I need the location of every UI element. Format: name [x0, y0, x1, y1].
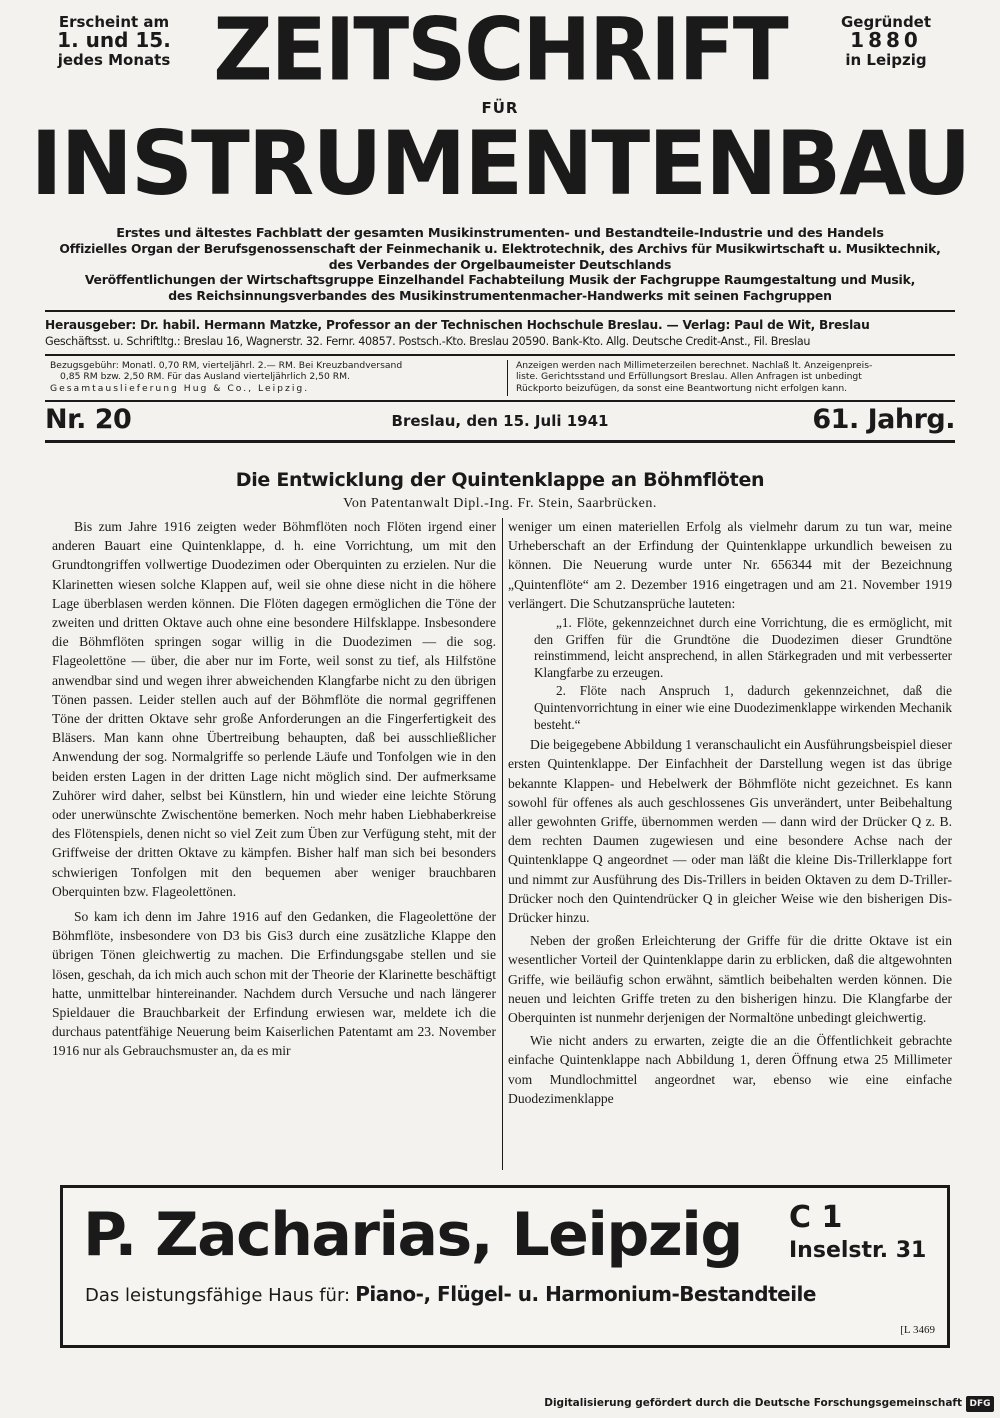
founded-line-3: in Leipzig [845, 50, 927, 69]
publisher-line: Herausgeber: Dr. habil. Hermann Matzke, Professor an der Technischen Hochschule Breslau. — Verlag: Paul de Wit, Breslau [45, 318, 870, 332]
masthead-subtitle [40, 226, 960, 303]
patent-claim-1: „1. Flöte, gekennzeichnet durch eine Vorrichtung, die es ermöglicht, mit den Griffen für die Grundtöne die Duodezimen dieser Grundtöne reinstimmend, leicht ansprechend, in allen Stärkegraden und mit verbesserter Klangfarbe zu erzeugen. [534, 615, 952, 680]
column-divider [502, 518, 503, 1170]
rule-1 [45, 310, 955, 312]
ad-company-name: P. Zacharias, Leipzig [83, 1200, 742, 1270]
article-title: Die Entwicklung der Quintenklappe an Böhmflöten [235, 469, 765, 491]
article-paragraph-3: Die beigegebene Abbildung 1 veranschaulicht ein Ausführungsbeispiel dieser ersten Quintenklappe. Der Einfachheit der Darstellung wegen ist das übrige bekannte Klappen- und Hebelwerk der Böhmflöte nicht gezeichnet. Es kann sowohl für offenes als auch geschlossenes Gis unverändert, unter Beibehaltung aller gewohnten Griffe, übernommen werden — dann wird der Drücker Q z. B. dem rechten Daumen zugewiesen und eine besondere Achse nach der Quintenklappe Q angeordnet — oder man läßt die kleine Dis-Trillerklappe fort und nimmt zur Ausführung des Dis-Trillers in beiden Oktaven zu dem D-Triller-Drücker noch den Quintendrücker Q in gleicher Weise wie den bisherigen Dis-Drücker hinzu. [508, 737, 952, 925]
article-paragraph-5: Wie nicht anders zu erwarten, zeigte die an die Öffentlichkeit gebrachte einfache Quintenklappe nach Abbildung 1, deren Öffnung etwa 25 Millimeter vom Mundlochmittel angeordnet war, ebenso wie eine einfache Duodezimenklappe [508, 1033, 952, 1106]
article-column-right [508, 517, 952, 1108]
subscription-line-3: Gesamtauslieferung Hug & Co., Leipzig. [50, 382, 310, 394]
advert-terms-line-1: Anzeigen werden nach Millimeterzeilen berechnet. Nachlaß lt. Anzeigenpreis- [516, 360, 873, 371]
subscription-line-1: Bezugsgebühr: Monatl. 0,70 RM, vierteljährl. 2.— RM. Bei Kreuzbandversand [50, 360, 403, 371]
dfg-logo: DFG [966, 1396, 994, 1412]
patent-claim-2: 2. Flöte nach Anspruch 1, dadurch gekennzeichnet, daß die Quintenvorrichtung in einer wie eine Duodezimenklappe wirkenden Mechanik besteht.“ [534, 683, 952, 732]
rule-4 [45, 440, 955, 443]
rule-3 [45, 400, 955, 402]
office-line: Geschäftsst. u. Schriftltg.: Breslau 16, Wagnerstr. 32. Fernr. 40857. Postsch.-Kto. Breslau 20590. Bank-Kto. Allg. Deutsche Credit-Anst., Fil. Breslau [45, 335, 811, 348]
advert-terms [516, 360, 956, 394]
article-byline: Von Patentanwalt Dipl.-Ing. Fr. Stein, Saarbrücken. [343, 496, 657, 511]
article-paragraph-4: Neben der großen Erleichterung der Griffe für die dritte Oktave ist ein wesentlicher Vorteil der Quintenklappe darin zu erblicken, daß die altgewohnten Griffe, wie beiläufig schon erwähnt, sämtlich beibehalten werden können. Die neuen und leichten Griffe treten zu den bisherigen hinzu. Die Klangfarbe der Oberquinten ist nunmehr derjenigen der Normaltöne unbedingt gleichwertig. [508, 933, 952, 1026]
ad-ref-code: [L 3469 [900, 1324, 935, 1336]
subscription-terms [50, 360, 500, 394]
subtitle-line-5: des Reichsinnungsverbandes des Musikinstrumentenmacher-Handwerks mit seinen Fachgruppen [168, 287, 832, 303]
founded-year: 1880 [850, 28, 922, 53]
article-right-intro: weniger um einen materiellen Erfolg als vielmehr darum zu tun war, meine Urheberschaft an der Erfindung der Quintenklappe urkundlich beweisen zu können. Die Neuerung wurde unter Nr. 656344 mit der Bezeichnung „Quintenflöte“ am 2. Dezember 1916 eingetragen und am 21. November 1919 verlängert. Die Schutzansprüche lauteten: [508, 519, 952, 611]
ad-postal-district: C 1 [789, 1200, 843, 1235]
rule-2 [45, 354, 955, 356]
funding-note: Digitalisierung gefördert durch die Deutsche Forschungsgemeinschaft [544, 1397, 962, 1409]
ad-tagline [85, 1282, 935, 1306]
frequency-line-1: Erscheint am [58, 13, 170, 31]
subtitle-line-4: Veröffentlichungen der Wirtschaftsgruppe Einzelhandel Fachabteilung Musik der Fachgruppe Raumgestaltung und Musik, [84, 272, 916, 288]
advert-terms-line-2: liste. Gerichtsstand und Erfüllungsort Breslau. Allen Anfragen ist unbedingt [516, 371, 862, 383]
advertisement-box [60, 1185, 950, 1348]
article-paragraph-1: Bis zum Jahre 1916 zeigten weder Böhmflöten noch Flöten irgend einer anderen Bauart eine Quintenklappe, d. h. eine Vorrichtung, um mit den Grundtongriffen vollwertige Duodezimen oder Oberquinten zu erzielen. Nur die Klarinetten wiesen solche Klappen auf, weil sie ohne diese nicht in die höhere Lage überblasen werden können. Die Flöten dagegen ermöglichen die Töne der zweiten und dritten Oktave auch ohne eine besondere Hilfsklappe. Insbesondere die Böhmflöten springen sogar willig in die Duodezimen — die sog. Flageolettöne — über, die aber nur im Forte, weil sonst zu tief, als Hilfstöne anwendbar sind und wegen ihrer abweichenden Klangfarbe nicht zu den übrigen Tönen passen. Leider stellen auch auf der Böhmflöte die normal gegriffenen Töne der dritten Oktave sehr große Anforderungen an die Fingerfertigkeit des Bläsers. Man kann ohne Übertreibung behaupten, daß bei ausschließlicher Anwendung der sog. Normalgriffe so perlende Läufe und Tonfolgen wie in den beiden ersten Lagen in der dritten Lage nicht möglich sind. Der aufmerksame Zuhörer wird daher, selbst bei Künstlern, hin und wieder eine leichte Störung oder unerwünschte Zwischentöne bemerken. Noch mehr haben Liebhaberkreise des Flötenspiels, denen nicht so viel Zeit zum Üben zur Verfügung steht, mit der Griffweise der dritten Oktave zu kämpfen. Bisher half man sich bei besonders schwierigen Tonfolgen mit den bequemen aber weniger brauchbaren Oberquinten bzw. Flageolettönen. [52, 519, 496, 899]
terms-divider [507, 360, 508, 396]
issue-number: Nr. 20 [45, 404, 132, 435]
masthead-fuer: FÜR [481, 99, 519, 117]
volume: 61. Jahrg. [812, 404, 955, 435]
place-date: Breslau, den 15. Juli 1941 [391, 412, 609, 430]
subtitle-line-2: Offizielles Organ der Berufsgenossenschaft der Feinmechanik u. Elektrotechnik, des Archivs für Musikwirtschaft u. Musiktechnik, [59, 241, 941, 257]
founded-line-1: Gegründet [840, 13, 932, 31]
masthead-title-line-2: INSTRUMENTENBAU [30, 112, 970, 215]
subscription-line-2: 0,85 RM bzw. 2,50 RM. Für das Ausland vierteljährlich 2,50 RM. [60, 371, 350, 383]
article-column-left [52, 517, 496, 1061]
frequency-line-3: jedes Monats [57, 50, 171, 69]
ad-tagline-prefix: Das leistungsfähige Haus für: [85, 1285, 351, 1306]
masthead-title-line-1: ZEITSCHRIFT [213, 0, 787, 101]
subtitle-line-1: Erstes und ältestes Fachblatt der gesamten Musikinstrumenten- und Bestandteile-Industrie und des Handels [116, 226, 884, 241]
advert-terms-line-3: Rückporto beizufügen, da sonst eine Beantwortung nicht erfolgen kann. [516, 382, 848, 394]
frequency-line-2: 1. und 15. [57, 28, 171, 53]
ad-tagline-products: Piano-, Flügel- u. Harmonium-Bestandteile [355, 1282, 816, 1306]
ad-street: Inselstr. 31 [789, 1238, 927, 1263]
subtitle-line-3: des Verbandes der Orgelbaumeister Deutschlands [328, 256, 672, 272]
article-paragraph-2: So kam ich denn im Jahre 1916 auf den Gedanken, die Flageolettöne der Böhmflöte, insbesondere von D3 bis Gis3 durch eine zusätzliche Klappe den übrigen Tönen gleichwertig zu machen. Die Erfindungsgabe stellen und sie lösen, geschah, da ich mich auch schon mit der Theorie der Klarinette beschäftigt hatte, unmittelbar hintereinander. Nachdem durch Versuche und nach längerer Spieldauer die Brauchbarkeit der Erfindung erwiesen war, meldete ich die durchaus patentfähige Neuerung beim Kaiserlichen Patentamt am 23. November 1916 nur als Gebrauchsmuster an, da es mir [52, 909, 496, 1059]
